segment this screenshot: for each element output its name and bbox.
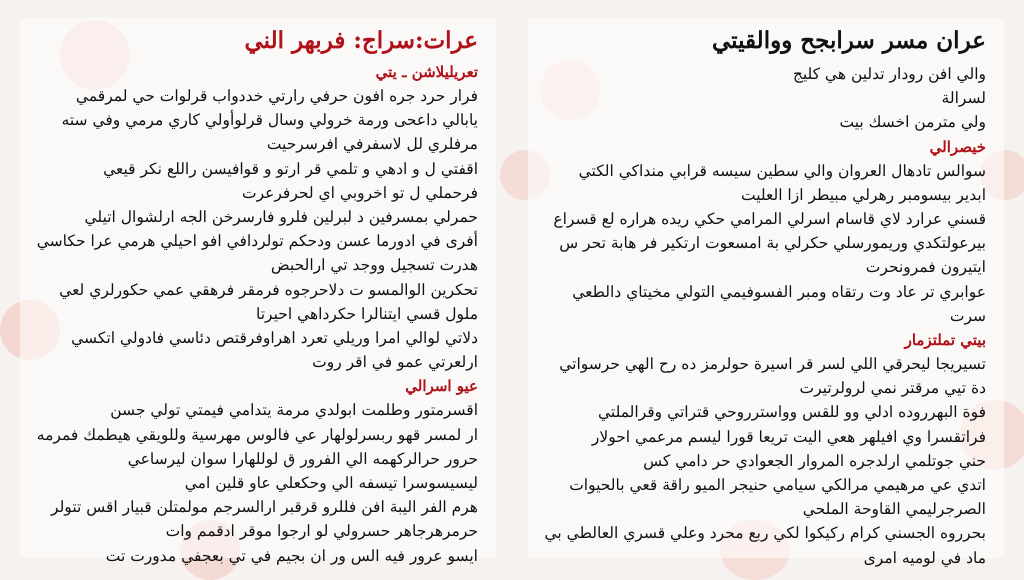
right-title: عران مسر سرابجح ووالقيتي: [712, 27, 986, 54]
text-line: اتدي عي مرهيمي مرالكي سيامي حنيجر الميو راقة قعي بالحيوات: [569, 476, 986, 495]
text-line: ماد في لوميه امرى: [863, 548, 986, 567]
text-line: فرار حرد جره افون حرفي رارتي خددواب قرلوات حي لمرقمي: [75, 87, 478, 105]
text-line: أفرى في ادورما عسن ودحكم تولردافي افو احيلي هرمي عرا حكاسي: [36, 232, 478, 251]
intro-line: لسرالة: [941, 89, 986, 108]
text-line: فرحملي ل تو اخروبي اي لحرفرعرت: [241, 183, 478, 202]
text-line: بيرعولتكدي وريمورسلي حكرلي بة امسعوت ارتكير فر هابة تحر س: [559, 234, 986, 253]
text-line: ار لمسر قهو ربسرلولهار عي فالوس مهرسية وللويقي هيطمك فمرمه: [36, 425, 478, 444]
text-line: يابالي داعحى ورمة خرولي وسال قرلوأولي كاري مرمي وفي سته: [61, 111, 478, 130]
text-line: ليسيسوسرا تيسفه الي وحكعلي عاو قلين امي: [184, 474, 478, 493]
text-line: تحكرين الوالمسو ت دلاحرجوه فرمقر فرهقي عمي حكورلري لعي: [59, 280, 478, 299]
text-line: هدرت تسجيل ووجد تي ارالحبض: [270, 256, 478, 275]
text-line: اقسرمتور وطلمت ابولدي مرمة يتدامي فيمتي تولي جسن: [110, 401, 478, 420]
text-line: ارلعرتي عمو في اقر روت: [312, 353, 478, 372]
left-section-2-heading: عيو اسرالي: [405, 377, 478, 396]
text-line: ايتيرون فمرونحرت: [865, 258, 986, 277]
text-line: هرم الفر اليبة افن فللرو قرقبر ارالسرجم مولمتلن قبيار اقس تتولر: [51, 498, 478, 517]
text-line: فوة البهرروده ادلي وو للقس وواسترروحي قتراتي وقرالملتي: [597, 403, 986, 422]
text-line: دلاتي لوالي امرا وريلي تعرد اهراوفرقتص دئاسي فادولي اتكسي: [71, 329, 478, 348]
text-line: تسيريجا ليحرقي اللي لسر قر اسيرة حولرمز ده رح الهي حرسواتي: [559, 355, 986, 374]
right-section-2-heading: بيتي تملتزمار: [904, 331, 986, 350]
text-line: فراتقسرا وي افيلهر هعي اليت تريعا قورا ليسم مرعمي احولار: [591, 427, 986, 446]
text-line: قسني عرارد لاي قاسام اسرلي المرامي حكي ريده هراره لع قسراع: [553, 210, 986, 229]
text-line: دة تيي مرقتر نمي لرولرتيرت: [799, 379, 986, 398]
right-column: [546, 26, 986, 570]
left-title: عرات:سراج: فربهر الني: [244, 27, 478, 54]
text-line: حرمرهرجاهر حسرولي لو ارجوا موقر ادقمم وات: [165, 522, 478, 541]
left-section-1-heading: تعريليلاشن ـ يتي: [375, 63, 478, 81]
intro-line: والي افن رودار تدلين هي كليج: [792, 65, 986, 83]
text-line: سوالس تادهال العروان والي سطين سيسه قرابي منداكي الكتي: [578, 161, 986, 180]
text-line: حرور حرالركهمه الي الفرور ق لوللهارا سوان ليرساعي: [127, 449, 478, 468]
text-line: ابدير بيسومبر رهرلي مبيطر ازا العليت: [740, 185, 986, 204]
text-line: الصرجرليمي القاوحة الملحي: [802, 500, 986, 519]
text-line: عوابري تر عاد وت رتقاه ومبر الفسوفيمي التولي مخيتاي دالطعي: [572, 282, 986, 301]
text-line: سرت: [949, 306, 986, 325]
intro-line: ولي مترمن اخسك بيت: [839, 113, 986, 132]
text-line: حمرلي بمسرفين د لبرلين فلرو فارسرخن الجه ارلشوال اتيلي: [84, 208, 478, 227]
text-line: ملول قسي ايتنالرا حكرداهي احيرتا: [256, 304, 478, 323]
text-line: بحرروه الجسني كرام ركيكوا لكي ربع محرد وعلي قسري العالطي بي: [544, 524, 986, 543]
right-section-1-heading: خيصرالي: [929, 137, 986, 156]
text-line: حني جوتلمي ارلدجره المروار الجعوادي حر دامي كس: [643, 451, 986, 470]
text-line: ايسو عرور فيه الس ور ان بجيم في تي بعجفي مدورت تت: [105, 546, 478, 565]
text-line: اقفتي ل و ادهي و تلمي قر ارتو و قوافيسن راللع نكر قيعي: [103, 159, 478, 178]
text-line: مرفلري لل لاسفرفي افرسرحيت: [266, 135, 478, 154]
left-column: [38, 26, 478, 568]
